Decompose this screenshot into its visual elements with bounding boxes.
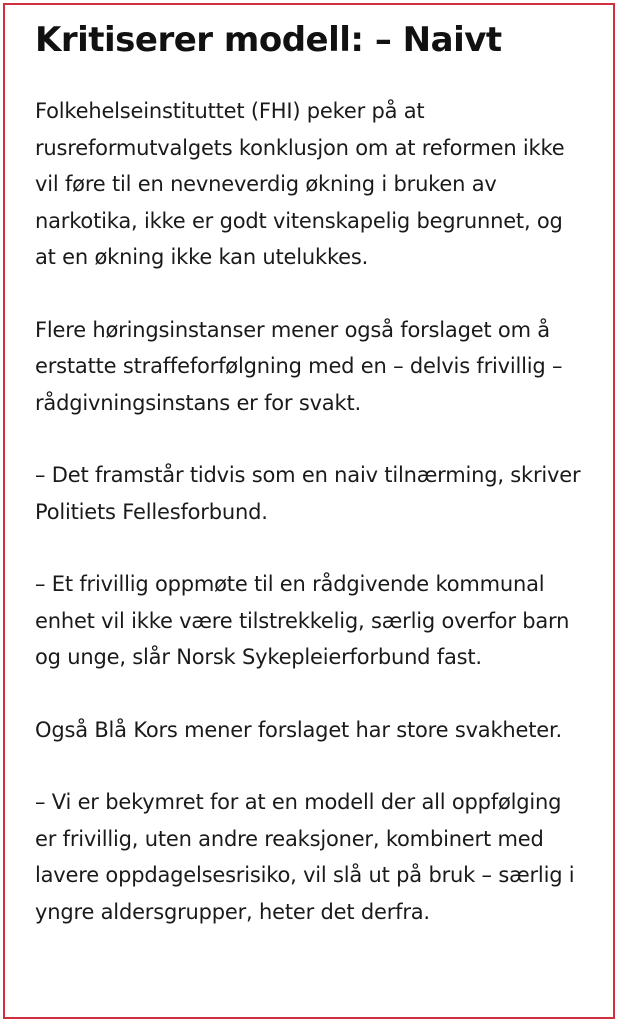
fact-box bbox=[3, 3, 615, 1019]
paragraph-politiets-fellesforbund: – Det framstår tidvis som en naiv tilnærming, skriver Politiets Fellesforbund. bbox=[35, 463, 581, 524]
paragraph-sykepleierforbund: – Et frivillig oppmøte til en rådgivende kommunal enhet vil ikke være tilstrekkelig, særlig overfor barn og unge, slår Norsk Sykepleierforbund fast. bbox=[35, 572, 570, 669]
paragraph-bla-kors-quote: – Vi er bekymret for at en modell der all oppfølging er frivillig, uten andre reaksjoner, kombinert med lavere oppdagelsesrisiko, vil slå ut på bruk – særlig i yngre aldersgrupper, heter det derfra. bbox=[35, 790, 575, 924]
paragraph-bla-kors: Også Blå Kors mener forslaget har store svakheter. bbox=[35, 717, 562, 742]
paragraph-fhi: Folkehelseinstituttet (FHI) peker på at rusreformutvalgets konklusjon om at reformen ikke vil føre til en nevneverdig økning i bruken av narkotika, ikke er godt vitenskapelig begrunnet, og at en økning ikke kan utelukkes. bbox=[35, 99, 565, 269]
paragraph-horingsinstanser: Flere høringsinstanser mener også forslaget om å erstatte straffeforfølgning med en – delvis frivillig – rådgivningsinstans er for svakt. bbox=[35, 317, 563, 415]
fact-box-title: Kritiserer modell: – Naivt bbox=[35, 20, 502, 60]
